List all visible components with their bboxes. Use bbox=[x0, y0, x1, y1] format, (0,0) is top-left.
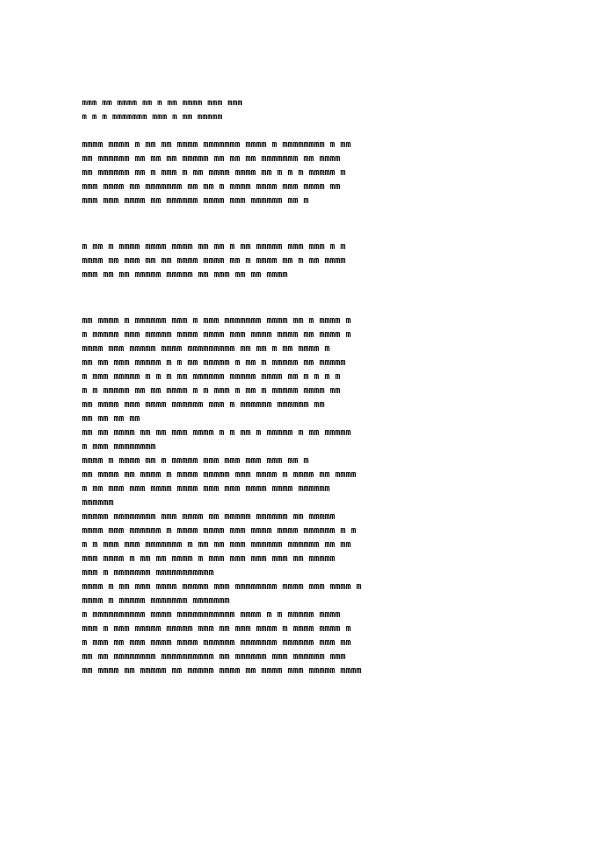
text-line: m mmm mm mmm mmmm mmmm mmmmmm mmmmmmm mmmmmm mmm mm bbox=[82, 638, 351, 648]
text-line: m mmmmmmmmmm mmmm mmmmmmmmmmm mmmm m m mmmmm mmmm bbox=[82, 610, 341, 620]
text-line: mmmm mmm mmmmm mmmm mmmmmmmmm mm mm m mm mmmm m bbox=[82, 344, 330, 354]
text-line: m mm mmm mmm mmmm mmmm mmm mmm mmmm mmmm mmmmmm bbox=[82, 484, 330, 494]
text-line: m mm m mmmm mmmm mmmm mm mm m mm mmmmm mmm mmm m m bbox=[82, 242, 346, 252]
paragraph bbox=[82, 608, 515, 678]
text-line: mmmm m mmmm mm m mmmmm mmm mmm mmm mmm mm m bbox=[82, 456, 309, 466]
text-line: mmmm mmm mmmmmm m mmmm mmmm mmm mmmm mmmm mmmmmm m m bbox=[82, 526, 357, 536]
text-line: mmm m mmmmmmm mmmmmmmmmmm bbox=[82, 568, 214, 578]
paragraph bbox=[82, 138, 515, 208]
paragraph-spacer bbox=[82, 282, 515, 314]
paragraph-spacer bbox=[82, 208, 515, 240]
text-line: mmm mm mm mmmmm mmmmm mm mmm mm mm mmmm bbox=[82, 270, 288, 280]
text-line: m mmm mmmmmmmm bbox=[82, 442, 156, 452]
document-body bbox=[82, 138, 515, 678]
text-line: m m mmm mmm mmmmmmm m mm mm mmm mmmmmm mmmmmm mm mm bbox=[82, 540, 351, 550]
header-line: m m m mmmmmmm mmm m mm mmmmm bbox=[82, 112, 223, 121]
text-line: m m mmmmm mm mm mmmm m m mmm m mm m mmmmm mmmm mm bbox=[82, 386, 341, 396]
document-header bbox=[82, 96, 515, 124]
paragraph bbox=[82, 468, 515, 510]
text-line: mmmm mmmm m mm mm mmmm mmmmmmm mmmm m mmmmmmmm m mm bbox=[82, 140, 351, 150]
text-line: mm mmmmmm mm mm mm mmmmm mm mm mm mmmmmmm mm mmmm bbox=[82, 154, 341, 164]
text-line: mm mmmm mmm mmmm mmmmmm mmm m mmmmmm mmmmmm mm bbox=[82, 400, 325, 410]
text-line: mmm mmm mmmm mm mmmmmm mmmm mmm mmmmmm mm m bbox=[82, 196, 309, 206]
text-line: mm mmmmmm mm m mmm m mm mmmm mmmm mm m m m mmmmm m bbox=[82, 168, 346, 178]
text-line: mm mm mm mm bbox=[82, 414, 141, 424]
text-line: m mmmmm mmm mmmmm mmmm mmmm mmm mmmm mmmm mm mmmm m bbox=[82, 330, 351, 340]
text-line: mm mm mmmm mm mm mmm mmmm m m mm m mmmmm m mm mmmmm bbox=[82, 428, 351, 438]
paragraph bbox=[82, 314, 515, 426]
text-line: mm mmmm mm mmmm m mmmm mmmmm mmm mmmm m mmmm mm mmmm bbox=[82, 470, 357, 480]
paragraph bbox=[82, 510, 515, 580]
text-line: mm mm mmm mmmmm m m mm mmmmm m mm m mmmmm mm mmmmm bbox=[82, 358, 346, 368]
text-line: mmm mmmm m mm mm mmmm m mmm mmm mmm mmm mm mmmmm bbox=[82, 554, 336, 564]
text-line: mmm m mmm mmmmm mmmmm mmm mm mmm mmmm m mmmm mmmm m bbox=[82, 624, 351, 634]
paragraph bbox=[82, 454, 515, 468]
text-line: mmmm mm mmm mm mm mmmm mmmm mm m mmmm mm m mm mmmm bbox=[82, 256, 346, 266]
paragraph bbox=[82, 240, 515, 282]
text-line: mmmmm mmmmmmmm mmm mmmm mm mmmmm mmmmmm mm mmmmm bbox=[82, 512, 336, 522]
text-line: mm mmmm mm mmmmm mm mmmmm mmmm mm mmmm mmm mmmmm mmmm bbox=[82, 666, 362, 676]
text-line: mmmm m mmmmm mmmmmmm mmmmmmm bbox=[82, 596, 230, 606]
text-line: mmm mmmm mm mmmmmmm mm mm m mmmm mmmm mmm mmmm mm bbox=[82, 182, 341, 192]
text-line: mmmm m mm mmm mmmm mmmmm mmm mmmmmmmm mmmm mmm mmmm m bbox=[82, 582, 362, 592]
text-line: m mmm mmmmm m m m mm mmmmmm mmmmm mmmm mm m m m m bbox=[82, 372, 341, 382]
text-line: mm mmmm m mmmmmm mmm m mmm mmmmmmm mmmm mm m mmmm m bbox=[82, 316, 351, 326]
text-line: mm mm mmmmmmmm mmmmmmmmmm mm mmmmmm mmm mmmmmm mmm bbox=[82, 652, 346, 662]
paragraph bbox=[82, 426, 515, 454]
header-line: mmm mm mmmm mm m mm mmmm mmm mmm bbox=[82, 98, 243, 107]
paragraph bbox=[82, 580, 515, 608]
text-line: mmmmmm bbox=[82, 498, 114, 508]
